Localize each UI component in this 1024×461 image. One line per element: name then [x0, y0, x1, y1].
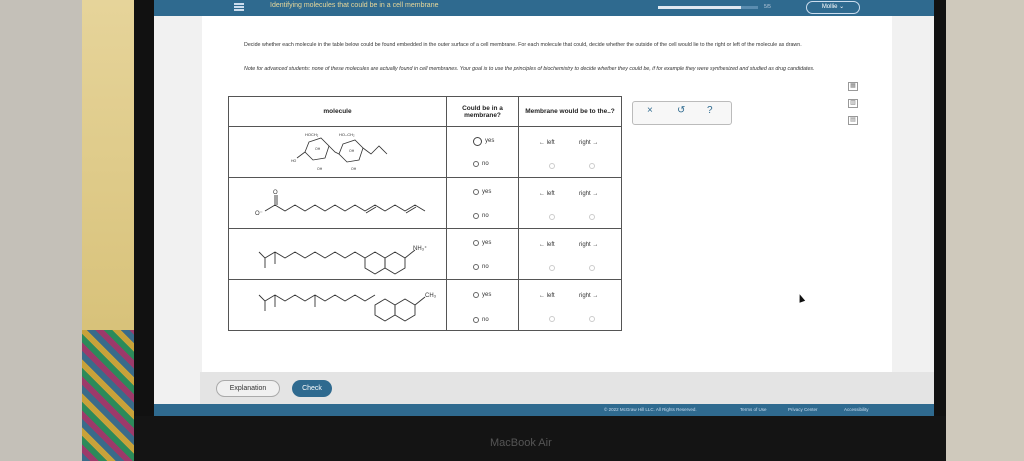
- explanation-button[interactable]: Explanation: [216, 380, 280, 397]
- table-row: [229, 127, 622, 178]
- direction-left-label: ← left: [539, 241, 555, 248]
- radio-label: no: [482, 212, 489, 219]
- could-be-cell-2: [447, 178, 519, 229]
- molecule-label: OH: [317, 166, 323, 171]
- page-title: Identifying molecules that could be in a cell membrane: [270, 2, 439, 9]
- table-row: [229, 229, 622, 280]
- molecule-structure-2: [229, 178, 447, 229]
- data-icon[interactable]: ▥: [848, 99, 858, 108]
- direction-cell-3: [519, 229, 622, 280]
- direction-cell-1: [519, 127, 622, 178]
- radio-label: yes: [482, 291, 492, 298]
- radio-circle-icon: [473, 137, 482, 146]
- molecule-label: HO–CH₂: [339, 131, 355, 137]
- clear-icon[interactable]: ×: [647, 105, 653, 116]
- progress-text: 5/5: [764, 4, 771, 10]
- table-row: [229, 280, 622, 331]
- instructions-text: Decide whether each molecule in the table below could be found embedded in the outer surface of a cell membrane. For each molecule that could, decide whether the outside of the cell would lie to the right or left of the molecule as drawn.: [244, 42, 802, 48]
- direction-right-label: right →: [579, 292, 599, 299]
- undo-icon[interactable]: ↺: [677, 105, 686, 116]
- radio-left-4[interactable]: [549, 316, 555, 322]
- molecule-structure-3: [229, 229, 447, 280]
- footer-bar: [200, 372, 934, 404]
- advanced-note: Note for advanced students: none of these molecules are actually found in cell membranes. Your goal is to use the principles of biochemistry to decide whether they could be, if for example they were synthesized and studied as drug candidates.: [244, 66, 815, 72]
- molecule-label: HO: [291, 158, 297, 163]
- direction-cell-4: [519, 280, 622, 331]
- could-be-cell-4: [447, 280, 519, 331]
- direction-right-label: right →: [579, 190, 599, 197]
- user-name: Mollie: [821, 4, 838, 10]
- radio-circle-icon: [473, 317, 479, 323]
- radio-left-2[interactable]: [549, 214, 555, 220]
- molecule-label: CH₃: [425, 292, 437, 299]
- molecule-label: OH: [315, 146, 321, 151]
- legal-bar: [154, 404, 934, 416]
- molecule-label: OH: [351, 166, 357, 171]
- terms-link[interactable]: Terms of Use: [740, 407, 767, 412]
- direction-left-label: ← left: [539, 292, 555, 299]
- radio-label: no: [482, 263, 489, 270]
- radio-left-1[interactable]: [549, 163, 555, 169]
- disaccharide-structure: [229, 128, 445, 177]
- radio-label: yes: [482, 239, 492, 246]
- laptop-model-label: MacBook Air: [490, 437, 552, 449]
- radio-no-3[interactable]: [473, 264, 489, 270]
- radio-circle-icon: [473, 292, 479, 298]
- molecule-label: O⁻: [255, 210, 263, 217]
- radio-right-1[interactable]: [589, 163, 595, 169]
- molecule-label: HOCH₂: [305, 131, 319, 137]
- progress-fill: [658, 6, 741, 9]
- hydrocarbon-structure: [229, 281, 445, 330]
- molecule-structure-4: [229, 280, 447, 331]
- radio-left-3[interactable]: [549, 265, 555, 271]
- background-right: [946, 0, 1024, 461]
- privacy-link[interactable]: Privacy Center: [788, 407, 818, 412]
- direction-right-label: right →: [579, 241, 599, 248]
- header-could-be: Could be in a membrane?: [447, 97, 519, 127]
- direction-left-label: ← left: [539, 139, 555, 146]
- direction-left-label: ← left: [539, 190, 555, 197]
- radio-right-3[interactable]: [589, 265, 595, 271]
- molecule-label: NH₃⁺: [413, 245, 428, 252]
- molecule-structure-1: [229, 127, 447, 178]
- radio-yes-4[interactable]: [473, 292, 491, 298]
- radio-no-1[interactable]: [473, 161, 489, 167]
- direction-cell-2: [519, 178, 622, 229]
- help-icon[interactable]: ?: [707, 105, 713, 116]
- radio-right-2[interactable]: [589, 214, 595, 220]
- screen: [154, 0, 934, 416]
- tool-panel: [632, 101, 732, 125]
- background-wall: [0, 0, 82, 461]
- direction-right-label: right →: [579, 139, 599, 146]
- radio-yes-3[interactable]: [473, 240, 491, 246]
- radio-no-2[interactable]: [473, 213, 489, 219]
- radio-label: yes: [482, 188, 492, 195]
- radio-circle-icon: [473, 240, 479, 246]
- background-fabric: [82, 330, 134, 461]
- radio-label: no: [482, 316, 489, 323]
- radio-right-4[interactable]: [589, 316, 595, 322]
- table-row: [229, 178, 622, 229]
- radio-label: no: [482, 160, 489, 167]
- user-menu-button[interactable]: [806, 1, 860, 14]
- could-be-cell-1: [447, 127, 519, 178]
- could-be-cell-3: [447, 229, 519, 280]
- radio-circle-icon: [473, 189, 479, 195]
- check-button[interactable]: Check: [292, 380, 332, 397]
- menu-icon[interactable]: [234, 3, 244, 11]
- copyright-text: © 2022 McGraw Hill LLC. All Rights Reserved.: [604, 407, 697, 412]
- radio-circle-icon: [473, 161, 479, 167]
- radio-yes-1[interactable]: [473, 137, 494, 146]
- periodic-table-icon[interactable]: ▤: [848, 116, 858, 125]
- header-direction: Membrane would be to the..?: [519, 97, 622, 127]
- molecule-label: O: [273, 189, 278, 196]
- molecule-label: OH: [349, 148, 355, 153]
- radio-circle-icon: [473, 213, 479, 219]
- radio-circle-icon: [473, 264, 479, 270]
- progress-bar: [658, 6, 758, 9]
- chevron-down-icon: ⌄: [839, 4, 845, 10]
- molecule-table: [228, 96, 622, 331]
- radio-no-4[interactable]: [473, 317, 489, 323]
- radio-label: yes: [485, 138, 495, 144]
- side-toolbar: [848, 82, 860, 133]
- top-bar: [154, 0, 934, 16]
- amine-structure: [229, 230, 445, 279]
- fatty-acid-structure: [229, 179, 445, 228]
- header-molecule: molecule: [229, 97, 447, 127]
- accessibility-link[interactable]: Accessibility: [844, 407, 869, 412]
- radio-yes-2[interactable]: [473, 189, 491, 195]
- calculator-icon[interactable]: ▦: [848, 82, 858, 91]
